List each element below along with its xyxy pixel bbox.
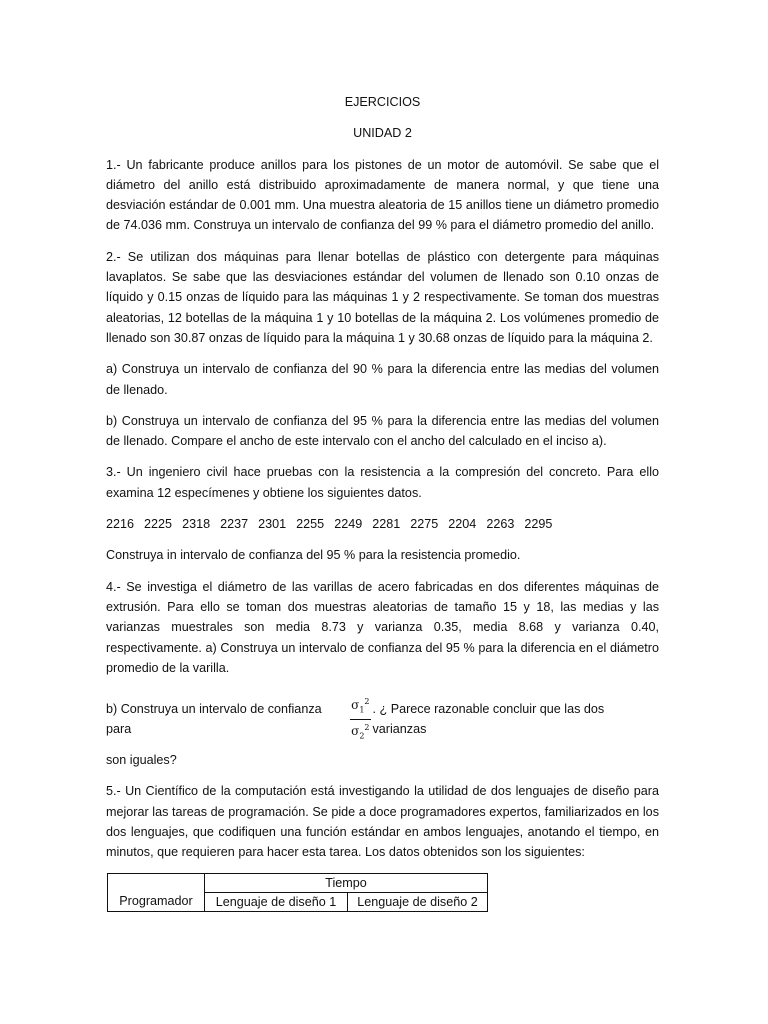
exercise-4b-continued: son iguales?: [106, 752, 177, 767]
table-row-header: Programador: [108, 874, 205, 912]
table-column-header: Lenguaje de diseño 2: [348, 893, 488, 912]
exercise-3-data: [106, 514, 659, 534]
sigma-symbol: σ: [351, 698, 360, 713]
superscript: 2: [364, 697, 370, 707]
exercise-4b: [106, 696, 659, 742]
data-value: 2225: [144, 517, 173, 532]
variance-ratio-fraction: [350, 696, 370, 742]
fraction-numerator: [350, 696, 370, 719]
exercise-2a: a) Construya un intervalo de confianza del 90 % para la diferencia entre las medias del volumen de llenado.: [106, 362, 659, 397]
table-column-header: Lenguaje de diseño 1: [205, 893, 348, 912]
data-value: 2318: [182, 517, 211, 532]
document-page: [106, 92, 659, 912]
table-group-header: Tiempo: [205, 874, 488, 893]
exercise-4: 4.- Se investiga el diámetro de las varillas de acero fabricadas en dos diferentes máquinas de extrusión. Para ello se toman dos muestras aleatorias de tamaño 15 y 18, las medias y las varianzas muestrales son media 8.73 y varianza 0.35, media 8.68 y varianza 0.40, respectivamente. a) Construya un intervalo de confianza del 95 % para la diferencia en el diámetro promedio de la varilla.: [106, 579, 659, 675]
exercise-1: 1.- Un fabricante produce anillos para los pistones de un motor de automóvil. Se sabe que el diámetro del anillo está distribuido aproximadamente de manera normal, y que tiene una desviación estándar de 0.001 mm. Una muestra aleatoria de 15 anillos tiene un diámetro promedio de 74.036 mm. Construya un intervalo de confianza del 99 % para el diámetro promedio del anillo.: [106, 157, 659, 233]
fraction-denominator: [351, 720, 369, 742]
sigma-symbol: σ: [351, 723, 360, 738]
data-value: 2249: [334, 517, 363, 532]
exercise-5: 5.- Un Científico de la computación está investigando la utilidad de dos lenguajes de diseño para mejorar las tareas de programación. Se pide a doce programadores expertos, familiarizados en los dos lenguajes, que codifiquen una función estándar en ambos lenguajes, anotando el tiempo, en minutos, que requieren para hacer esta tarea. Los datos obtenidos son los siguientes:: [106, 784, 659, 860]
subscript: 1: [359, 705, 365, 715]
data-value: 2301: [258, 517, 287, 532]
exercise-2: 2.- Se utilizan dos máquinas para llenar botellas de plástico con detergente para máquinas lavaplatos. Se sabe que las desviaciones estándar del volumen de llenado son 0.10 onzas de líquido y 0.15 onzas de líquido para las máquinas 1 y 2 respectivamente. Se toman dos muestras aleatorias, 12 botellas de la máquina 1 y 10 botellas de la máquina 2. Los volúmenes promedio de llenado son 30.87 onzas de líquido para la máquina 1 y 30.68 onzas de líquido para la máquina 2.: [106, 249, 659, 345]
data-value: 2216: [106, 517, 135, 532]
data-value: 2204: [448, 517, 477, 532]
time-table: [107, 873, 488, 912]
subscript: 2: [359, 730, 365, 740]
document-title: EJERCICIOS: [344, 95, 421, 109]
data-value: 2263: [486, 517, 515, 532]
data-value: 2281: [372, 517, 401, 532]
data-value: 2295: [524, 517, 553, 532]
exercise-2b: b) Construya un intervalo de confianza del 95 % para la diferencia entre las medias del volumen de llenado. Compare el ancho de este intervalo con el ancho del calculado en el inciso a).: [106, 413, 659, 449]
exercise-4b-text: b) Construya un intervalo de confianza para: [106, 701, 322, 737]
exercise-3b: Construya in intervalo de confianza del 95 % para la resistencia promedio.: [106, 548, 521, 563]
data-value: 2237: [220, 517, 249, 532]
exercise-3: 3.- Un ingeniero civil hace pruebas con la resistencia a la compresión del concreto. Para ello examina 12 especímenes y obtiene los siguientes datos.: [106, 465, 659, 500]
superscript: 2: [364, 722, 370, 732]
data-value: 2275: [410, 517, 439, 532]
data-value: 2255: [296, 517, 325, 532]
document-subtitle: UNIDAD 2: [353, 126, 412, 141]
exercise-4b-question: . ¿ Parece razonable concluir que las dos varianzas: [372, 701, 605, 737]
